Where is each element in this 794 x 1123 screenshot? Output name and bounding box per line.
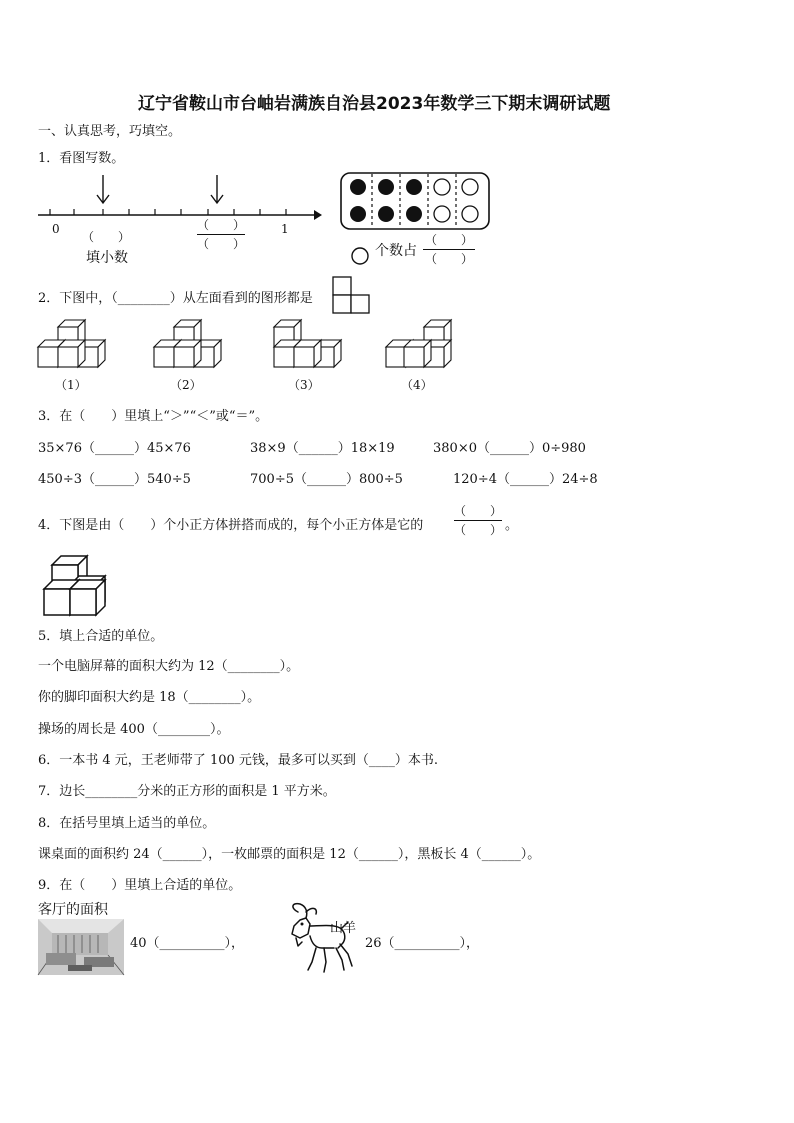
fill-line[interactable]: 一个电脑屏幕的面积大约为 12（________）。 [38, 659, 300, 674]
comparison-item[interactable]: 120÷4（______）24÷8 [453, 472, 598, 487]
fraction-denominator: （ ） [453, 523, 502, 537]
fraction-denominator: （ ） [196, 237, 245, 251]
living-room-image [38, 919, 124, 975]
question-8-text: 8．在括号里填上适当的单位。 [38, 816, 216, 831]
cube-figure-1 [38, 320, 105, 367]
tick-label-zero: 0 [52, 222, 60, 236]
figure-label: （3） [288, 378, 320, 392]
comparison-item[interactable]: 700÷5（______）800÷5 [250, 472, 403, 487]
fill-line[interactable]: 你的脚印面积大约是 18（________）。 [38, 690, 261, 705]
cube-stack [40, 554, 115, 616]
question-3-text: 3．在（ ）里填上“＞”“＜”或“＝”。 [38, 409, 269, 424]
question-6-text[interactable]: 6．一本书 4 元，王老师带了 100 元钱，最多可以买到（____）本书. [38, 753, 439, 768]
fraction-numerator: （ ） [424, 233, 473, 247]
question-7-text[interactable]: 7．边长________分米的正方形的面积是 1 平方米。 [38, 784, 336, 799]
number-line [30, 170, 350, 250]
cube-figures [34, 318, 614, 378]
goat-label: 山羊 [330, 921, 357, 936]
goat-answer[interactable]: 26（__________）， [365, 936, 480, 951]
fraction-blank[interactable] [452, 502, 504, 539]
fraction-blank[interactable] [195, 216, 247, 253]
page-title: 辽宁省鞍山市台岫岩满族自治县2023年数学三下期末调研试题 [138, 94, 611, 114]
question-4-end: 。 [505, 518, 519, 533]
question-1-text: 1．看图写数。 [38, 151, 125, 166]
question-9-text: 9．在（ ）里填上合适的单位。 [38, 878, 242, 893]
side-view-shape [332, 276, 372, 314]
fraction-denominator: （ ） [424, 252, 473, 266]
figure-label: （1） [55, 378, 87, 392]
circle-icon [350, 246, 370, 266]
comparison-item[interactable]: 450÷3（______）540÷5 [38, 472, 191, 487]
question-2-text [38, 287, 364, 306]
comparison-item[interactable]: 35×76（______）45×76 [38, 441, 191, 456]
fraction-blank[interactable] [421, 231, 477, 268]
question-2-prefix: 2．下图中，（________）从左面看到的图形都是 [38, 291, 313, 306]
comparison-item[interactable]: 38×9（______）18×19 [250, 441, 395, 456]
figure-label: （2） [170, 378, 202, 392]
comparison-item[interactable]: 380×0（______）0÷980 [433, 441, 586, 456]
count-text: 个数占 [375, 243, 417, 259]
answer-blank[interactable]: （ ） [82, 230, 131, 244]
cube-figure-4 [386, 320, 451, 367]
fraction-numerator: （ ） [453, 504, 502, 518]
question-4-text: 4．下图是由（ ）个小正方体拼搭而成的，每个小正方体是它的 [38, 518, 424, 533]
arrow-down-icon [211, 175, 223, 203]
number-line-caption: 填小数 [86, 250, 128, 266]
dot-grid [340, 172, 490, 232]
cube-figure-3 [274, 320, 341, 367]
fill-line[interactable]: 课桌面的面积约 24（______），一枚邮票的面积是 12（______），黑板长 4（______）。 [38, 847, 541, 862]
figure-label: （4） [401, 378, 433, 392]
section-heading: 一、认真思考，巧填空。 [38, 124, 182, 139]
arrow-down-icon [97, 175, 109, 203]
question-5-text: 5．填上合适的单位。 [38, 629, 164, 644]
tick-label-one: 1 [281, 222, 289, 236]
room-answer[interactable]: 40（__________）， [130, 936, 245, 951]
fraction-numerator: （ ） [196, 218, 245, 232]
cube-figure-2 [154, 320, 221, 367]
goat-icon [282, 902, 362, 978]
fill-line[interactable]: 操场的周长是 400（________）。 [38, 722, 230, 737]
room-label: 客厅的面积 [38, 902, 108, 918]
